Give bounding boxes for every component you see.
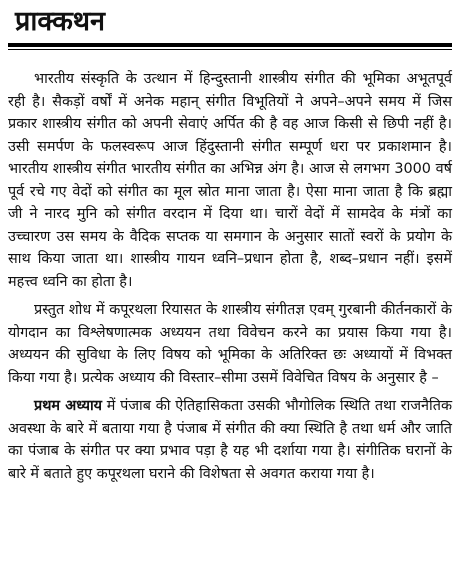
title-rule-thin	[8, 49, 452, 50]
body-text	[8, 68, 452, 485]
page-title: प्राक्कथन	[15, 6, 106, 37]
paragraph-3	[8, 395, 452, 485]
paragraph-3-text: में पंजाब की ऐतिहासिकता उसकी भौगोलिक स्थिति तथा राजनैतिक अवस्था के बारे में बताया गया है पंजाब में संगीत की क्या स्थिति है तथा धर्म और जाति का पंजाब के संगीत पर क्या प्रभाव पड़ा है यह भी दर्शाया गया है। संगीतिक घरानों के बारे में बताते हुए कपूरथला घराने की विशेषता से अवगत कराया गया है।	[8, 398, 452, 482]
chapter-lead: प्रथम अध्याय	[34, 398, 103, 414]
title-rule-thick	[8, 43, 452, 47]
paragraph-2: प्रस्तुत शोध में कपूरथला रियासत के शास्त्रीय संगीतज्ञ एवम् गुरबानी कीर्तनकारों के योगदान का विश्लेषणात्मक अध्ययन तथा विवेचन करने का प्रयास किया गया है। अध्ययन की सुविधा के लिए विषय को भूमिका के अतिरिक्त छः अध्यायों में विभक्त किया गया है। प्रत्येक अध्याय की विस्तार–सीमा उसमें विवेचित विषय के अनुसार है –	[8, 302, 452, 386]
paragraph-1: भारतीय संस्कृति के उत्थान में हिन्दुस्तानी शास्त्रीय संगीत की भूमिका अभूतपूर्व रही है। सैकड़ों वर्षों में अनेक महान् संगीत विभूतियों ने अपने–अपने समय में जिस प्रकार शास्त्रीय संगीत को अपनी सेवाएं अर्पित की है वह आज किसी से छिपी नहीं है। उसी समर्पण के फलस्वरूप आज हिंदुस्तानी संगीत सम्पूर्ण धरा पर प्रकाशमान है। भारतीय शास्त्रीय संगीत भारतीय संगीत का अभिन्न अंग है। आज से लगभग 3000 वर्ष पूर्व रचे गए वेदों को संगीत का मूल स्रोत माना जाता है। ऐसा माना जाता है कि ब्रह्मा जी ने नारद मुनि को संगीत वरदान में दिया था। चारों वेदों में सामदेव के मंत्रों का उच्चारण उस समय के वैदिक सप्तक या समगान के अनुसार सातों स्वरों के प्रयोग के साथ किया जाता था। शास्त्रीय गायन ध्वनि–प्रधान होता है, शब्द–प्रधान नहीं। इसमें महत्त्व ध्वनि का होता है।	[8, 71, 452, 290]
